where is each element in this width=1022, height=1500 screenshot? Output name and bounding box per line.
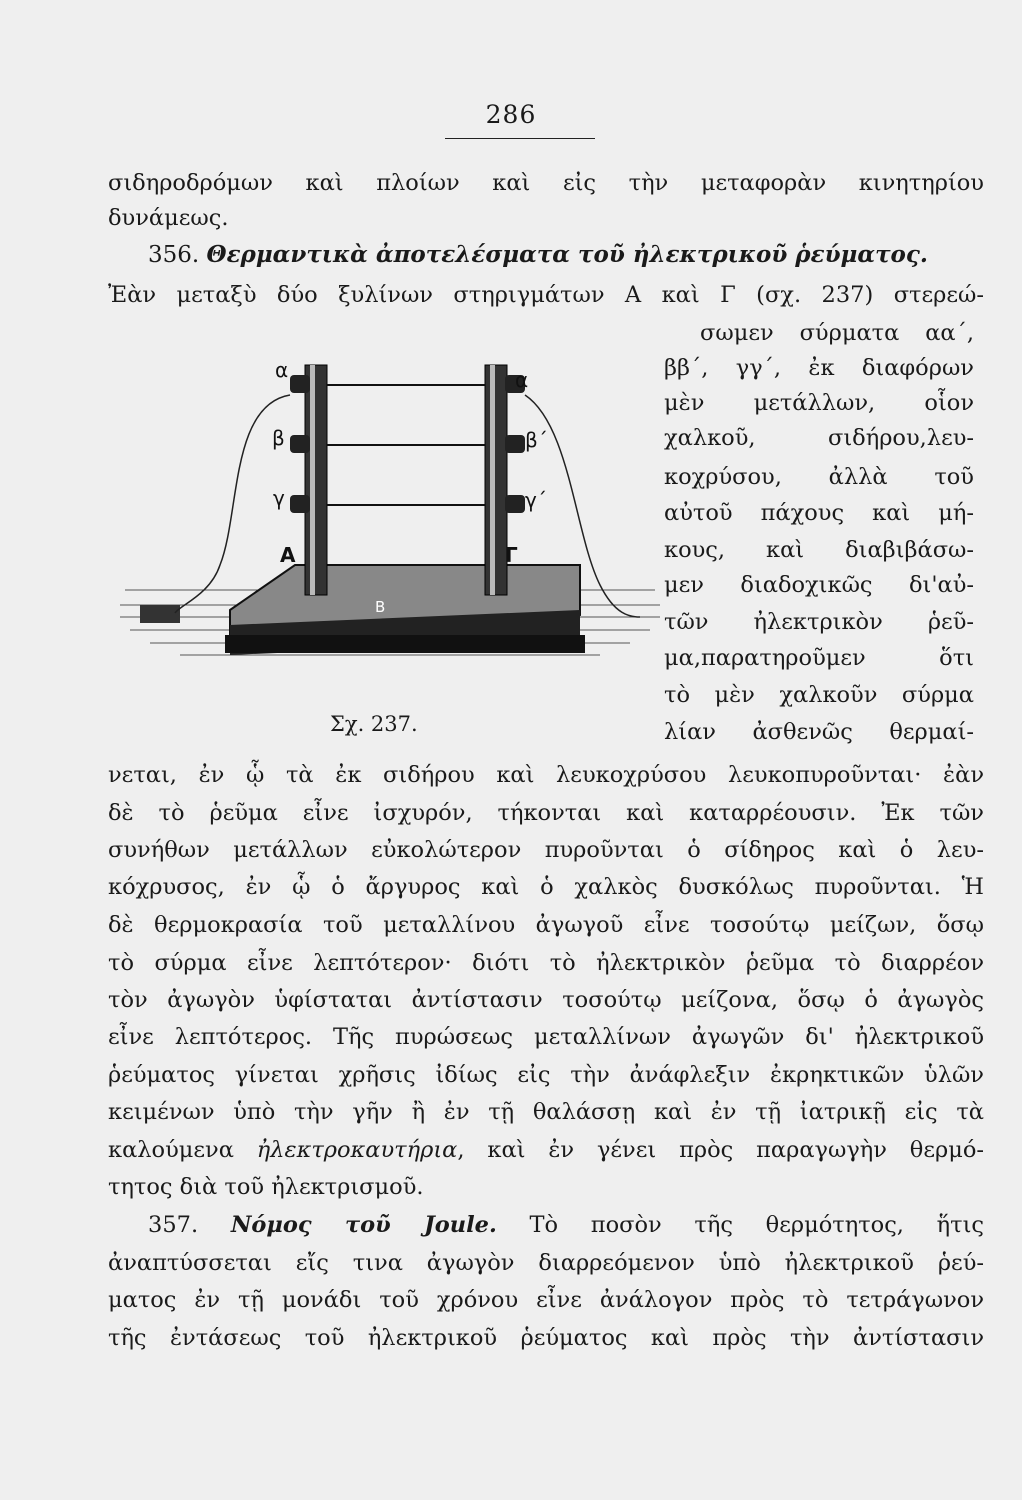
- text-line: Ἐὰν μεταξὺ δύο ξυλίνων στηριγμάτων Α καὶ Γ (σχ. 237) στερεώ-: [108, 282, 984, 308]
- text-run: , καὶ ἐν γένει πρὸς παραγωγὴν θερμό-: [457, 1137, 984, 1163]
- section-357-heading: [148, 1210, 984, 1240]
- text-run: Τὸ ποσὸν τῆς θερμότητος, ἥτις: [529, 1212, 985, 1238]
- label-A: Α: [280, 543, 296, 567]
- text-line: μὲν μετάλλων, οἷον: [664, 390, 974, 416]
- text-line: τὸ μὲν χαλκοῦν σύρμα: [664, 682, 974, 708]
- text-line: ῥεύματος γίνεται χρῆσις ἰδίως εἰς τὴν ἀνάφλεξιν ἐκρηκτικῶν ὑλῶν: [108, 1062, 984, 1088]
- label-B: Β: [375, 598, 386, 616]
- text-line: ματος ἐν τῇ μονάδι τοῦ χρόνου εἶνε ἀνάλογον πρὸς τὸ τετράγωνον: [108, 1287, 984, 1313]
- text-line: νεται, ἐν ᾧ τὰ ἐκ σιδήρου καὶ λευκοχρύσου λευκοπυροῦνται· ἐὰν: [108, 762, 984, 788]
- section-title: Θερμαντικὰ ἀποτελέσματα τοῦ ἠλεκτρικοῦ ῥεύματος.: [206, 241, 928, 268]
- text-line: εἶνε λεπτότερος. Τῆς πυρώσεως μεταλλίνων ἀγωγῶν δι' ἠλεκτρικοῦ: [108, 1024, 984, 1050]
- text-line: τὸ σύρμα εἶνε λεπτότερον· διότι τὸ ἠλεκτρικὸν ῥεῦμα τὸ διαρρέον: [108, 950, 984, 976]
- text-line: κους, καὶ διαβιβάσω-: [664, 537, 974, 563]
- text-line: κοχρύσου, ἀλλὰ τοῦ: [664, 464, 974, 490]
- text-line: σωμεν σύρματα αα΄,: [700, 320, 974, 346]
- label-alpha-left: α: [275, 358, 289, 382]
- section-title: Νόμος τοῦ Joule.: [230, 1212, 497, 1238]
- label-alpha-right: α: [515, 368, 529, 392]
- label-G: Γ: [505, 543, 518, 567]
- label-beta-right: β΄: [525, 428, 548, 452]
- text-line: τῶν ἠλεκτρικὸν ῥεῦ-: [664, 609, 974, 635]
- text-line: σιδηροδρόμων καὶ πλοίων καὶ εἰς τὴν μεταφορὰν κινητηρίου: [108, 170, 984, 196]
- text-line: κειμένων ὑπὸ τὴν γῆν ἢ ἐν τῇ θαλάσσῃ καὶ ἐν τῇ ἰατρικῇ εἰς τὰ: [108, 1099, 984, 1125]
- text-line: αὐτοῦ πάχους καὶ μή-: [664, 500, 974, 526]
- italic-term: ἠλεκτροκαυτήρια: [256, 1137, 458, 1163]
- text-run: καλούμενα: [108, 1137, 257, 1163]
- text-line: λίαν ἀσθενῶς θερμαί-: [664, 719, 974, 745]
- label-gamma-left: γ: [273, 486, 285, 510]
- text-line: συνήθων μετάλλων εὐκολώτερον πυροῦνται ὁ σίδηρος καὶ ὁ λευ-: [108, 837, 984, 863]
- section-356-heading: [148, 240, 928, 270]
- label-beta-left: β: [272, 426, 285, 450]
- label-gamma-right: γ΄: [525, 488, 547, 512]
- section-number: 357.: [148, 1212, 199, 1238]
- text-line: ἀναπτύσσεται εἴς τινα ἀγωγὸν διαρρεόμενον ὑπὸ ἠλεκτρικοῦ ῥεύ-: [108, 1250, 984, 1276]
- text-line: δυνάμεως.: [108, 205, 229, 231]
- page-number: 286: [485, 100, 537, 129]
- text-line: μεν διαδοχικῶς δι'αὐ-: [664, 572, 974, 598]
- text-line: μα,παρατηροῦμεν ὅτι: [664, 645, 974, 671]
- text-line: τητος διὰ τοῦ ἠλεκτρισμοῦ.: [108, 1174, 424, 1200]
- section-number: 356.: [148, 242, 200, 268]
- text-line: τὸν ἀγωγὸν ὑφίσταται ἀντίστασιν τοσούτῳ μείζονα, ὅσῳ ὁ ἀγωγὸς: [108, 987, 984, 1013]
- text-line: ββ΄, γγ΄, ἐκ διαφόρων: [664, 355, 974, 381]
- text-line: κόχρυσος, ἐν ᾧ ὁ ἄργυρος καὶ ὁ χαλκὸς δυσκόλως πυροῦνται. Ἡ: [108, 874, 984, 900]
- text-line: τῆς ἐντάσεως τοῦ ἠλεκτρικοῦ ῥεύματος καὶ πρὸς τὴν ἀντίστασιν: [108, 1325, 984, 1351]
- text-line: χαλκοῦ, σιδήρου,λευ-: [664, 425, 974, 451]
- figure-caption: Σχ. 237.: [330, 712, 418, 736]
- text-line: [108, 1135, 984, 1165]
- text-line: δὲ τὸ ῥεῦμα εἶνε ἰσχυρόν, τήκονται καὶ καταρρέουσιν. Ἐκ τῶν: [108, 800, 984, 826]
- figure-237-apparatus: [120, 355, 660, 685]
- apparatus-illustration: [120, 355, 660, 685]
- text-line: δὲ θερμοκρασία τοῦ μεταλλίνου ἀγωγοῦ εἶνε τοσούτῳ μείζων, ὅσῳ: [108, 912, 984, 938]
- header-rule: [445, 138, 595, 139]
